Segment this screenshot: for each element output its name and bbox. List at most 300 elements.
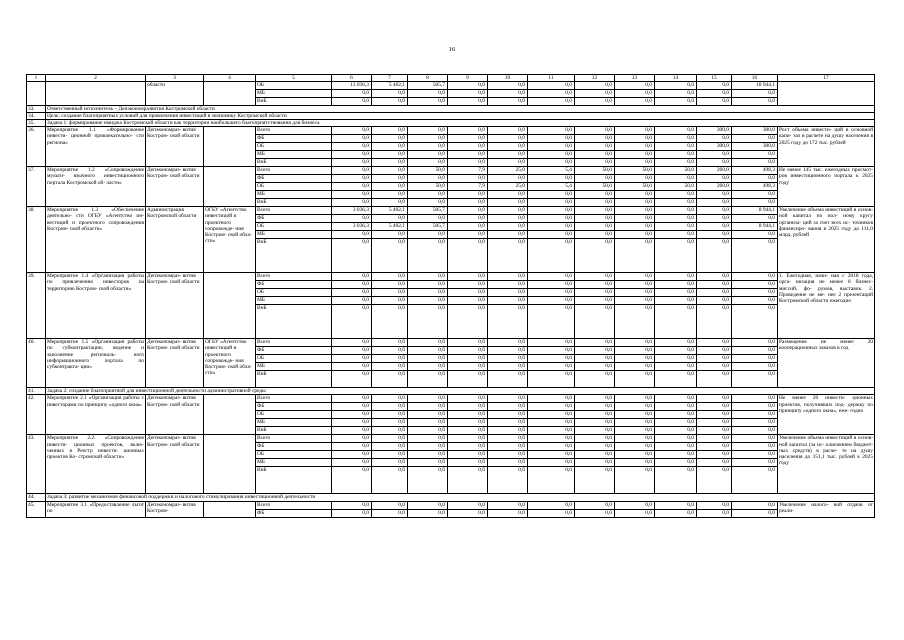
- amount-cell: 0,0: [655, 281, 697, 289]
- amount-cell: 0,0: [448, 363, 488, 371]
- amount-cell: 0,0: [575, 273, 615, 281]
- amount-cell: 0,0: [575, 289, 615, 297]
- amount-cell: 0,0: [575, 151, 615, 159]
- amount-cell: 0,0: [732, 215, 778, 223]
- amount-cell: 0,0: [732, 363, 778, 371]
- fund-source-cell: ОБ: [256, 451, 332, 459]
- amount-cell: 0,0: [332, 191, 372, 199]
- amount-cell: 0,0: [488, 395, 528, 403]
- amount-cell: 0,0: [697, 501, 732, 509]
- amount-cell: 0,0: [448, 82, 488, 90]
- amount-cell: 0,0: [408, 143, 448, 151]
- amount-cell: 0,0: [697, 98, 732, 106]
- amount-cell: 0,0: [732, 403, 778, 411]
- fund-source-cell: ОБ: [256, 411, 332, 419]
- amount-cell: 0,0: [528, 239, 575, 273]
- amount-cell: 18 944,1: [732, 82, 778, 90]
- amount-cell: 0,0: [372, 339, 408, 347]
- amount-cell: 0,0: [332, 273, 372, 281]
- amount-cell: 0,0: [408, 281, 448, 289]
- amount-cell: 5 402,1: [372, 82, 408, 90]
- amount-cell: 0,0: [448, 355, 488, 363]
- amount-cell: 0,0: [372, 239, 408, 273]
- amount-cell: 0,0: [732, 135, 778, 143]
- amount-cell: 0,0: [528, 371, 575, 388]
- amount-cell: 0,0: [528, 231, 575, 239]
- executor-cell: Администрация Костромской области: [146, 207, 204, 273]
- amount-cell: 0,0: [372, 231, 408, 239]
- fund-source-cell: ФБ: [256, 509, 332, 517]
- amount-cell: 0,0: [488, 90, 528, 98]
- amount-cell: 0,0: [408, 363, 448, 371]
- amount-cell: 0,0: [372, 135, 408, 143]
- amount-cell: 0,0: [372, 281, 408, 289]
- amount-cell: 0,0: [575, 451, 615, 459]
- amount-cell: 0,0: [655, 82, 697, 90]
- amount-cell: 0,0: [448, 347, 488, 355]
- amount-cell: 0,0: [372, 151, 408, 159]
- amount-cell: 0,0: [408, 231, 448, 239]
- amount-cell: 0,0: [372, 183, 408, 191]
- row-number-cell: 36.: [27, 127, 46, 167]
- amount-cell: 0,0: [488, 509, 528, 517]
- row-number-cell: 34.: [27, 113, 46, 120]
- amount-cell: 0,0: [732, 443, 778, 451]
- measure-name-cell: Мероприятие 2.1 «Организация работы с инвесторами по принципу «одного окна»: [46, 395, 146, 435]
- amount-cell: 0,0: [332, 231, 372, 239]
- amount-cell: 0,0: [655, 443, 697, 451]
- amount-cell: 0,0: [575, 215, 615, 223]
- amount-cell: 0,0: [528, 273, 575, 281]
- amount-cell: 0,0: [575, 239, 615, 273]
- fund-source-cell: МБ: [256, 363, 332, 371]
- amount-cell: 0,0: [575, 371, 615, 388]
- amount-cell: 8 944,1: [732, 223, 778, 231]
- amount-cell: 0,0: [615, 355, 655, 363]
- amount-cell: 0,0: [575, 435, 615, 443]
- program-table-sheet: [26, 74, 874, 518]
- measure-name-cell: Мероприятие 1.3 «Обеспечение деятельно- сти ОГБУ «Агентство ин- вестиций и проектного сопровождения Костром- ской области»: [46, 207, 146, 273]
- measure-row: [27, 207, 875, 215]
- amount-cell: 300,0: [732, 127, 778, 135]
- amount-cell: 0,0: [372, 363, 408, 371]
- amount-cell: 0,0: [528, 297, 575, 305]
- amount-cell: 0,0: [697, 273, 732, 281]
- header-cell: 5: [256, 75, 332, 82]
- amount-cell: 300,0: [697, 127, 732, 135]
- amount-cell: 0,0: [488, 419, 528, 427]
- fund-source-cell: Всего: [256, 435, 332, 443]
- amount-cell: 0,0: [528, 175, 575, 183]
- amount-cell: 0,0: [732, 411, 778, 419]
- amount-cell: 0,0: [655, 355, 697, 363]
- amount-cell: 0,0: [528, 339, 575, 347]
- amount-cell: 7,9: [448, 183, 488, 191]
- fund-source-cell: ОБ: [256, 143, 332, 151]
- amount-cell: 0,0: [448, 231, 488, 239]
- measure-name-cell: Мероприятие 2.2. «Сопровождение инвести- ционных проектов, вклю- ченных в Реестр инвести- ционных проектов Ко- стромской области»: [46, 435, 146, 494]
- fund-source-cell: Всего: [256, 339, 332, 347]
- amount-cell: 0,0: [488, 467, 528, 494]
- amount-cell: 0,0: [615, 411, 655, 419]
- amount-cell: 0,0: [372, 215, 408, 223]
- amount-cell: 0,0: [488, 231, 528, 239]
- fund-source-cell: ОБ: [256, 223, 332, 231]
- amount-cell: 0,0: [488, 289, 528, 297]
- amount-cell: 0,0: [408, 347, 448, 355]
- amount-cell: 0,0: [372, 403, 408, 411]
- amount-cell: 0,0: [448, 467, 488, 494]
- fund-source-cell: ОБ: [256, 183, 332, 191]
- amount-cell: 0,0: [448, 501, 488, 509]
- amount-cell: 0,0: [732, 159, 778, 167]
- header-cell: 10: [488, 75, 528, 82]
- amount-cell: 0,0: [528, 98, 575, 106]
- amount-cell: 0,0: [488, 143, 528, 151]
- amount-cell: 0,0: [732, 435, 778, 443]
- amount-cell: 0,0: [615, 305, 655, 339]
- amount-cell: 0,0: [488, 159, 528, 167]
- amount-cell: 0,0: [615, 363, 655, 371]
- amount-cell: 0,0: [655, 175, 697, 183]
- amount-cell: 0,0: [332, 363, 372, 371]
- amount-cell: 0,0: [372, 501, 408, 509]
- result-cell: Увеличение налого- вой отдачи от реали-: [778, 501, 875, 517]
- amount-cell: 0,0: [372, 467, 408, 494]
- amount-cell: 0,0: [488, 297, 528, 305]
- amount-cell: 0,0: [372, 127, 408, 135]
- amount-cell: 0,0: [697, 419, 732, 427]
- result-cell: Размещение не менее 20 кооперационных заказов в год: [778, 339, 875, 388]
- amount-cell: 0,0: [408, 339, 448, 347]
- amount-cell: 0,0: [615, 207, 655, 215]
- amount-cell: 0,0: [655, 451, 697, 459]
- amount-cell: 0,0: [697, 191, 732, 199]
- amount-cell: 0,0: [655, 371, 697, 388]
- amount-cell: 0,0: [615, 98, 655, 106]
- amount-cell: 5,4: [528, 183, 575, 191]
- amount-cell: 0,0: [408, 297, 448, 305]
- fund-source-cell: Всего: [256, 207, 332, 215]
- amount-cell: 0,0: [655, 98, 697, 106]
- amount-cell: 0,0: [332, 167, 372, 175]
- amount-cell: 0,0: [732, 395, 778, 403]
- amount-cell: 0,0: [575, 175, 615, 183]
- amount-cell: 0,0: [332, 305, 372, 339]
- amount-cell: 505,7: [408, 223, 448, 231]
- fund-source-cell: ФБ: [256, 175, 332, 183]
- amount-cell: 0,0: [615, 509, 655, 517]
- amount-cell: 25,0: [488, 183, 528, 191]
- amount-cell: 0,0: [528, 443, 575, 451]
- amount-cell: 0,0: [408, 371, 448, 388]
- amount-cell: 0,0: [697, 339, 732, 347]
- amount-cell: 0,0: [408, 395, 448, 403]
- fund-source-cell: МБ: [256, 151, 332, 159]
- fund-source-cell: МБ: [256, 90, 332, 98]
- amount-cell: 0,0: [615, 289, 655, 297]
- amount-cell: 0,0: [615, 215, 655, 223]
- amount-cell: 0,0: [615, 199, 655, 207]
- header-cell: 15: [697, 75, 732, 82]
- header-cell: 4: [204, 75, 256, 82]
- amount-cell: 0,0: [488, 273, 528, 281]
- amount-cell: 0,0: [372, 451, 408, 459]
- result-cell: 1. Ежегодная, начи- ная с 2018 года, орга- низация не менее 8 бизнес-миссий, фо- румов, выставок. 2. Проведение не ме- нее 2 презентаций Костромской области ежегодно: [778, 273, 875, 339]
- amount-cell: 0,0: [488, 347, 528, 355]
- fund-source-cell: ВнБ: [256, 305, 332, 339]
- amount-cell: 0,0: [655, 467, 697, 494]
- amount-cell: 0,0: [408, 509, 448, 517]
- amount-cell: 0,0: [697, 467, 732, 494]
- amount-cell: 0,0: [528, 289, 575, 297]
- amount-cell: 0,0: [732, 451, 778, 459]
- amount-cell: 0,0: [332, 509, 372, 517]
- fund-source-cell: ОБ: [256, 289, 332, 297]
- amount-cell: 0,0: [615, 501, 655, 509]
- amount-cell: 0,0: [528, 459, 575, 467]
- amount-cell: 0,0: [655, 231, 697, 239]
- amount-cell: 0,0: [655, 159, 697, 167]
- amount-cell: 8 944,1: [732, 207, 778, 215]
- amount-cell: 0,0: [332, 419, 372, 427]
- amount-cell: 0,0: [615, 175, 655, 183]
- amount-cell: 0,0: [488, 135, 528, 143]
- header-cell: 3: [146, 75, 204, 82]
- amount-cell: 0,0: [528, 435, 575, 443]
- amount-cell: 0,0: [528, 403, 575, 411]
- fund-source-cell: МБ: [256, 297, 332, 305]
- amount-cell: 0,0: [615, 273, 655, 281]
- amount-cell: 0,0: [615, 143, 655, 151]
- header-cell: 9: [448, 75, 488, 82]
- amount-cell: 0,0: [448, 459, 488, 467]
- amount-cell: 0,0: [697, 223, 732, 231]
- amount-cell: 0,0: [408, 98, 448, 106]
- amount-cell: 0,0: [448, 451, 488, 459]
- amount-cell: 0,0: [655, 509, 697, 517]
- amount-cell: 0,0: [448, 395, 488, 403]
- amount-cell: 0,0: [372, 427, 408, 435]
- amount-cell: 260,0: [697, 167, 732, 175]
- amount-cell: 0,0: [372, 90, 408, 98]
- amount-cell: 0,0: [528, 191, 575, 199]
- amount-cell: 0,0: [448, 98, 488, 106]
- amount-cell: 0,0: [697, 135, 732, 143]
- amount-cell: 0,0: [448, 281, 488, 289]
- amount-cell: 0,0: [488, 191, 528, 199]
- section-text-cell: Задача 2: создание благоприятной для инвестиционной деятельности административной среды: [46, 388, 875, 395]
- fund-source-cell: Всего: [256, 167, 332, 175]
- amount-cell: 0,0: [697, 207, 732, 215]
- amount-cell: 0,0: [372, 159, 408, 167]
- amount-cell: 0,0: [615, 223, 655, 231]
- amount-cell: 0,0: [448, 175, 488, 183]
- executor-cell: области: [146, 82, 204, 106]
- amount-cell: 0,0: [697, 371, 732, 388]
- amount-cell: 0,0: [528, 215, 575, 223]
- amount-cell: 505,7: [408, 207, 448, 215]
- amount-cell: 0,0: [332, 355, 372, 363]
- row-number-cell: 35.: [27, 120, 46, 127]
- amount-cell: 0,0: [488, 427, 528, 435]
- amount-cell: 0,0: [372, 191, 408, 199]
- amount-cell: 0,0: [528, 427, 575, 435]
- fund-source-cell: ВнБ: [256, 159, 332, 167]
- amount-cell: 0,0: [488, 339, 528, 347]
- amount-cell: 50,0: [655, 183, 697, 191]
- amount-cell: 0,0: [528, 135, 575, 143]
- row-number-cell: 43.: [27, 435, 46, 494]
- amount-cell: 0,0: [655, 347, 697, 355]
- amount-cell: 0,0: [332, 151, 372, 159]
- executor-cell: Депэкономраз- вития Костром- ской области: [146, 127, 204, 167]
- amount-cell: 50,0: [408, 167, 448, 175]
- amount-cell: 0,0: [332, 199, 372, 207]
- amount-cell: 0,0: [528, 223, 575, 231]
- amount-cell: 0,0: [655, 411, 697, 419]
- result-cell: Не менее 20 инвести- ционных проектов, получивших под- держку по принципу «одного окна», еже- годно: [778, 395, 875, 435]
- amount-cell: 0,0: [697, 281, 732, 289]
- amount-cell: 0,0: [372, 459, 408, 467]
- executor-cell: Депэкономраз- вития Костром- ской области: [146, 273, 204, 339]
- amount-cell: 0,0: [575, 90, 615, 98]
- amount-cell: 0,0: [448, 207, 488, 215]
- partner-cell: [204, 82, 256, 106]
- amount-cell: 0,0: [408, 403, 448, 411]
- amount-cell: 0,0: [528, 419, 575, 427]
- amount-cell: 0,0: [332, 435, 372, 443]
- amount-cell: 0,0: [528, 159, 575, 167]
- amount-cell: 0,0: [372, 355, 408, 363]
- amount-cell: 0,0: [697, 451, 732, 459]
- amount-cell: 0,0: [615, 297, 655, 305]
- amount-cell: 0,0: [488, 207, 528, 215]
- amount-cell: 0,0: [448, 135, 488, 143]
- amount-cell: 0,0: [575, 411, 615, 419]
- partner-cell: [204, 127, 256, 167]
- amount-cell: 0,0: [332, 347, 372, 355]
- fund-source-cell: Всего: [256, 273, 332, 281]
- executor-cell: Депэкономраз- вития Костром-: [146, 501, 204, 517]
- amount-cell: 0,0: [615, 403, 655, 411]
- amount-cell: 0,0: [732, 231, 778, 239]
- partner-cell: [204, 273, 256, 339]
- measure-row: [27, 127, 875, 135]
- amount-cell: 0,0: [697, 215, 732, 223]
- section-text-cell: Ответственный исполнитель – Депэкономразвития Костромской области: [46, 106, 875, 113]
- amount-cell: 0,0: [528, 305, 575, 339]
- amount-cell: 0,0: [528, 509, 575, 517]
- header-cell: 7: [372, 75, 408, 82]
- amount-cell: 0,0: [332, 239, 372, 273]
- amount-cell: 0,0: [372, 435, 408, 443]
- amount-cell: 0,0: [372, 305, 408, 339]
- amount-cell: 0,0: [488, 175, 528, 183]
- amount-cell: 0,0: [655, 191, 697, 199]
- amount-cell: 0,0: [332, 411, 372, 419]
- amount-cell: 498,3: [732, 183, 778, 191]
- amount-cell: 0,0: [408, 127, 448, 135]
- amount-cell: 0,0: [488, 127, 528, 135]
- amount-cell: 0,0: [448, 339, 488, 347]
- amount-cell: 0,0: [615, 339, 655, 347]
- header-cell: 12: [575, 75, 615, 82]
- amount-cell: 0,0: [732, 305, 778, 339]
- amount-cell: 0,0: [575, 231, 615, 239]
- amount-cell: 0,0: [732, 175, 778, 183]
- header-cell: 13: [615, 75, 655, 82]
- amount-cell: 0,0: [575, 419, 615, 427]
- amount-cell: 0,0: [732, 339, 778, 347]
- amount-cell: 0,0: [372, 347, 408, 355]
- row-number-cell: 45.: [27, 501, 46, 517]
- amount-cell: 0,0: [732, 427, 778, 435]
- amount-cell: 0,0: [697, 90, 732, 98]
- amount-cell: 0,0: [697, 435, 732, 443]
- executor-cell: Депэкономраз- вития Костром- ской области: [146, 395, 204, 435]
- amount-cell: 0,0: [575, 305, 615, 339]
- section-row: [27, 113, 875, 120]
- partner-cell: [204, 435, 256, 494]
- row-number-cell: 39.: [27, 273, 46, 339]
- amount-cell: 0,0: [448, 273, 488, 281]
- amount-cell: 3 036,3: [332, 207, 372, 215]
- amount-cell: 0,0: [332, 98, 372, 106]
- executor-cell: Депэкономраз- вития Костром- ской области: [146, 435, 204, 494]
- partner-cell: [204, 501, 256, 517]
- section-row: [27, 120, 875, 127]
- amount-cell: 0,0: [697, 509, 732, 517]
- amount-cell: 0,0: [488, 281, 528, 289]
- amount-cell: 0,0: [528, 143, 575, 151]
- amount-cell: 0,0: [655, 135, 697, 143]
- amount-cell: 0,0: [575, 427, 615, 435]
- amount-cell: 0,0: [488, 223, 528, 231]
- amount-cell: 0,0: [655, 427, 697, 435]
- fund-source-cell: Всего: [256, 127, 332, 135]
- amount-cell: 0,0: [528, 90, 575, 98]
- amount-cell: 0,0: [732, 98, 778, 106]
- fund-source-cell: ФБ: [256, 281, 332, 289]
- amount-cell: 0,0: [655, 419, 697, 427]
- amount-cell: 0,0: [332, 159, 372, 167]
- amount-cell: 0,0: [528, 347, 575, 355]
- amount-cell: 0,0: [408, 289, 448, 297]
- amount-cell: 0,0: [615, 90, 655, 98]
- amount-cell: 0,0: [488, 435, 528, 443]
- amount-cell: 0,0: [332, 339, 372, 347]
- amount-cell: 0,0: [488, 82, 528, 90]
- measure-name-cell: Мероприятие 1.5 «Организация работы по субконтрактации, ведение и заполнение региональ- ного информационного портала по субконтракта- ции»: [46, 339, 146, 388]
- amount-cell: 0,0: [448, 90, 488, 98]
- page-number: 16: [448, 46, 456, 53]
- amount-cell: 0,0: [408, 159, 448, 167]
- amount-cell: 0,0: [615, 395, 655, 403]
- amount-cell: 0,0: [655, 273, 697, 281]
- amount-cell: 0,0: [655, 207, 697, 215]
- amount-cell: 0,0: [332, 183, 372, 191]
- row-number-cell: 41.: [27, 388, 46, 395]
- amount-cell: 0,0: [528, 281, 575, 289]
- amount-cell: 0,0: [732, 90, 778, 98]
- amount-cell: 0,0: [332, 135, 372, 143]
- amount-cell: 0,0: [575, 363, 615, 371]
- amount-cell: 0,0: [575, 355, 615, 363]
- amount-cell: 0,0: [615, 435, 655, 443]
- amount-cell: 0,0: [528, 151, 575, 159]
- amount-cell: 0,0: [332, 501, 372, 509]
